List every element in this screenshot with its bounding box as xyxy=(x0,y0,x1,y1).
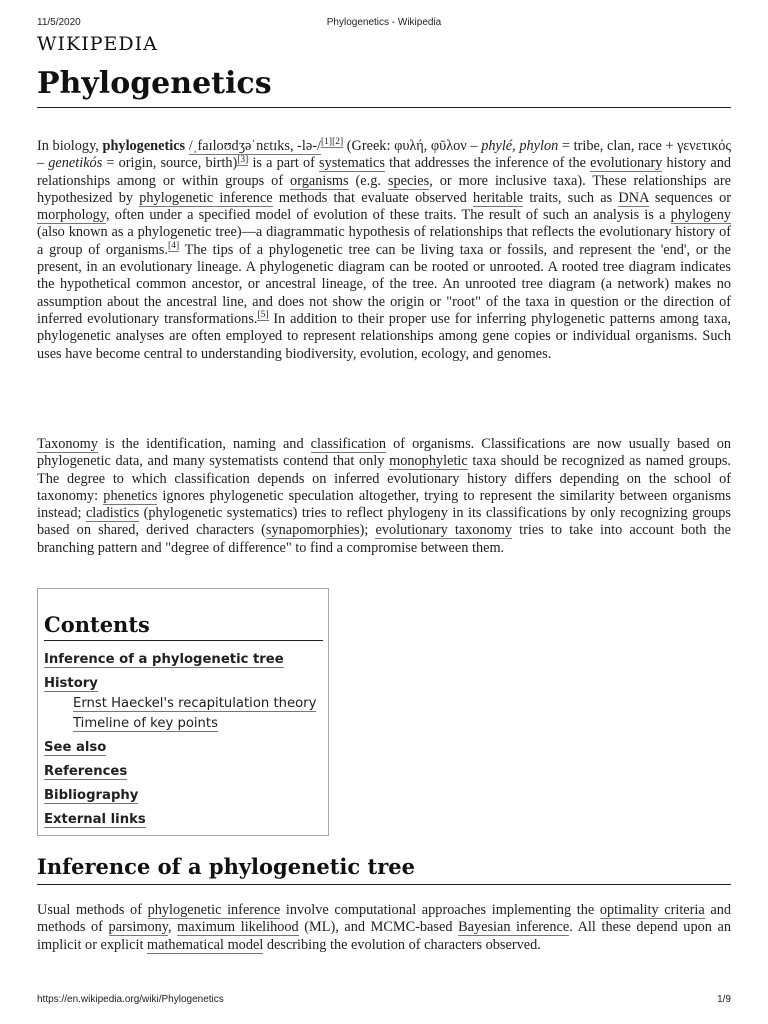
text-run: taxa should be recognized as named groups. The degree to which classification depends on inferred evolutionary history differs depending on the school of taxonomy: xyxy=(37,453,731,504)
article-link[interactable]: Taxonomy xyxy=(37,436,98,452)
toc-item-label: References xyxy=(44,764,128,779)
article-link[interactable]: phylogenetic inference xyxy=(147,902,281,918)
text-run: (ML), and MCMC-based xyxy=(298,919,459,936)
text-run: involve computational approaches implementing the xyxy=(280,902,600,918)
text-run: and methods of xyxy=(37,902,732,936)
taxonomy-paragraph xyxy=(37,436,731,557)
toc-item-label: External links xyxy=(44,812,146,827)
section-heading-inference: Inference of a phylogenetic tree xyxy=(37,853,731,885)
article-link[interactable]: organisms xyxy=(290,172,349,189)
citation-link[interactable]: [1] xyxy=(320,137,333,148)
print-page-title: Phylogenetics - Wikipedia xyxy=(326,17,442,28)
toc-item-external-links[interactable] xyxy=(44,811,323,829)
article-link[interactable]: synapomorphies xyxy=(265,522,360,539)
text-run: . All these depend upon an implicit or explicit xyxy=(37,919,731,953)
text-run: is a part of xyxy=(248,155,320,172)
page-number: 1/9 xyxy=(717,994,731,1005)
article-link[interactable]: phenetics xyxy=(103,487,158,504)
intro-paragraph xyxy=(37,138,731,363)
toc-item-label: See also xyxy=(44,740,107,755)
article-link[interactable]: optimality criteria xyxy=(599,902,705,918)
text-run: In biology, xyxy=(37,138,103,154)
toc-item-references[interactable] xyxy=(44,763,323,781)
text-run-italic: phylé, phylon xyxy=(481,138,559,154)
print-date: 11/5/2020 xyxy=(37,17,81,28)
article-link[interactable]: evolutionary xyxy=(590,155,663,172)
text-run: history and relationships among or within groups of xyxy=(37,155,731,189)
text-run: = origin, source, birth) xyxy=(102,155,238,172)
citation-link[interactable]: [4] xyxy=(168,241,180,252)
text-run: = tribe, clan, race + γενετικός – xyxy=(37,138,732,172)
text-run-italic: genetikós xyxy=(48,155,103,172)
toc-item-see-also[interactable] xyxy=(44,739,323,757)
toc-item-bibliography[interactable] xyxy=(44,787,323,805)
article-link[interactable]: classification xyxy=(310,436,387,452)
text-run: (Greek: φυλή, φῦλον – xyxy=(343,138,482,154)
article-link[interactable]: maximum likelihood xyxy=(177,919,299,936)
page-title: Phylogenetics xyxy=(37,64,731,108)
article-link[interactable]: phylogeny xyxy=(670,207,731,224)
text-run-bold: phylogenetics xyxy=(102,138,186,154)
article-link[interactable]: parsimony xyxy=(108,919,168,936)
text-run: is the identification, naming and xyxy=(97,436,311,452)
text-run: , often under a specified model of evolution of these traits. The result of such an analysis is a xyxy=(105,207,671,224)
citation-link[interactable]: [5] xyxy=(257,310,269,321)
article-link[interactable]: phylogenetic inference xyxy=(139,189,273,206)
print-url: https://en.wikipedia.org/wiki/Phylogenetics xyxy=(37,994,224,1005)
article-link[interactable]: Bayesian inference xyxy=(458,919,570,936)
toc-title: Contents xyxy=(44,611,323,641)
text-run: Usual methods of xyxy=(37,902,148,918)
article-link[interactable]: cladistics xyxy=(85,505,140,522)
article-link[interactable]: morphology xyxy=(37,207,106,224)
text-run: , or more inclusive taxa). These relationships are hypothesized by xyxy=(37,172,731,206)
text-run: traits, such as xyxy=(523,189,619,206)
toc-list xyxy=(44,651,323,829)
toc-item-inference[interactable] xyxy=(44,651,323,669)
text-run: ); xyxy=(359,522,376,539)
article-link[interactable]: species xyxy=(387,172,430,189)
text-run: The tips of a phylogenetic tree can be living taxa or fossils, and represent the 'end', or the present, in an evolutionary lineage. A phylogenetic diagram can be rooted or unrooted. A rooted tree diagram indicates the hypothetical common ancestor, or ancestral lineage, of the tree. An unrooted tree diagram (a network) makes no assumption about the ancestral line, and does not show the origin or "root" of the taxa in question or the direction of inferred evolutionary transformations. xyxy=(37,241,732,327)
text-run: In addition to their proper use for inferring phylogenetic patterns among taxa, phylogenetic analyses are often employed to represent relationships among gene copies or individual organisms. Such uses have become central to understanding biodiversity, evolution, ecology, and genomes. xyxy=(37,310,731,362)
toc-subitem-timeline[interactable] xyxy=(44,715,323,733)
article-link[interactable]: mathematical model xyxy=(146,936,264,953)
text-run: that addresses the inference of the xyxy=(384,155,591,172)
article-link[interactable]: DNA xyxy=(618,189,649,206)
text-run: sequences or xyxy=(648,189,732,206)
text-run: (e.g. xyxy=(348,172,388,189)
toc-item-label: History xyxy=(44,676,98,691)
inference-paragraph xyxy=(37,902,731,954)
article-link[interactable]: evolutionary taxonomy xyxy=(375,522,513,539)
text-run: describing the evolution of characters observed. xyxy=(263,936,541,953)
text-run: ignores phylogenetic speculation altogether, trying to represent the similarity between organisms instead; xyxy=(37,487,731,522)
toc-item-history[interactable] xyxy=(44,675,323,693)
text-run: tries to take into account both the branching pattern and "degree of difference" to find a compromise between them. xyxy=(37,522,731,556)
toc-item-label: Ernst Haeckel's recapitulation theory xyxy=(73,696,317,711)
article-link[interactable]: heritable xyxy=(473,189,524,206)
wikipedia-wordmark[interactable]: WIKIPEDIA xyxy=(37,33,158,55)
text-run: of organisms. Classifications are now usually based on phylogenetic data, and many systematists contend that only xyxy=(37,436,731,470)
toc-item-label: Inference of a phylogenetic tree xyxy=(44,652,284,667)
text-run: (phylogenetic systematics) tries to reflect phylogeny in its classifications by only recognizing groups based on shared, derived characters ( xyxy=(37,505,732,539)
text-run: (also known as a phylogenetic tree)—a diagrammatic hypothesis of relationships that reflects the evolutionary history of a group of organisms. xyxy=(37,224,731,258)
text-run: methods that evaluate observed xyxy=(272,189,474,206)
toc-subitem-haeckel[interactable] xyxy=(44,695,323,713)
toc-item-label: Timeline of key points xyxy=(73,716,218,731)
article-link[interactable]: monophyletic xyxy=(389,453,468,470)
text-run: , xyxy=(167,919,178,936)
pronunciation-link[interactable]: /ˌfaɪloʊdʒəˈnɛtɪks, -lə-/ xyxy=(188,138,321,154)
table-of-contents xyxy=(37,588,329,836)
citation-link[interactable]: [2] xyxy=(332,137,344,148)
citation-link[interactable]: [3] xyxy=(237,154,249,165)
toc-item-label: Bibliography xyxy=(44,788,139,803)
article-link[interactable]: systematics xyxy=(319,155,385,172)
